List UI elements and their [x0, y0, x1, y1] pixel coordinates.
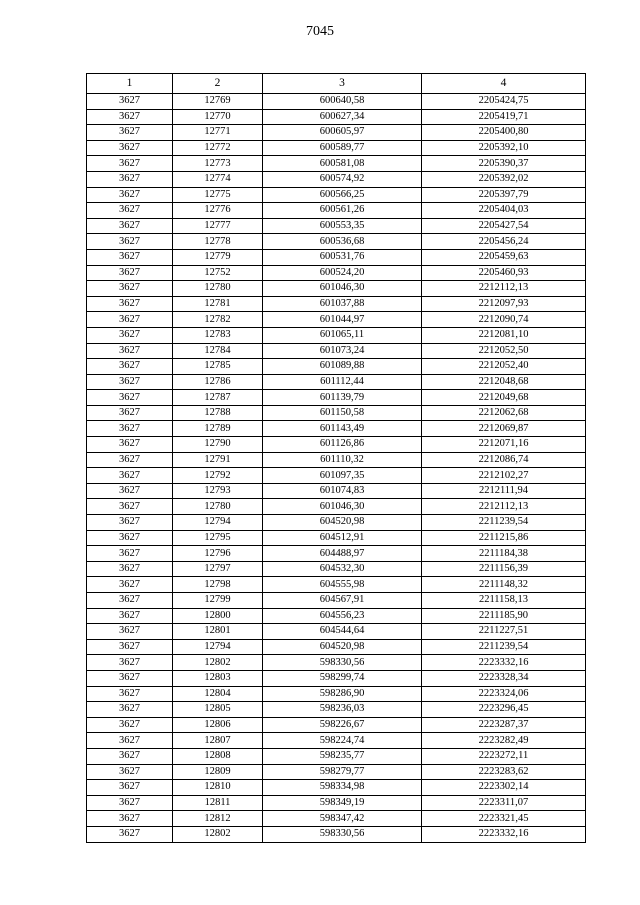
cell-y-coordinate: 2212112,13 — [422, 499, 586, 515]
cell-y-coordinate: 2211158,13 — [422, 593, 586, 609]
cell-x-coordinate: 598330,56 — [263, 826, 422, 842]
cell-x-coordinate: 600524,20 — [263, 265, 422, 281]
cell-y-coordinate: 2211239,54 — [422, 515, 586, 531]
cell-x-coordinate: 598299,74 — [263, 670, 422, 686]
table-row — [87, 577, 586, 593]
cell-object-number: 3627 — [87, 94, 173, 110]
cell-point-number: 12782 — [173, 312, 263, 328]
cell-x-coordinate: 601150,58 — [263, 405, 422, 421]
cell-y-coordinate: 2205404,03 — [422, 203, 586, 219]
cell-point-number: 12771 — [173, 125, 263, 141]
cell-object-number: 3627 — [87, 203, 173, 219]
table-row — [87, 530, 586, 546]
cell-x-coordinate: 600605,97 — [263, 125, 422, 141]
cell-y-coordinate: 2223332,16 — [422, 655, 586, 671]
table-row — [87, 125, 586, 141]
cell-object-number: 3627 — [87, 717, 173, 733]
table-row — [87, 109, 586, 125]
table-row — [87, 546, 586, 562]
cell-object-number: 3627 — [87, 405, 173, 421]
cell-x-coordinate: 604520,98 — [263, 639, 422, 655]
table-row — [87, 359, 586, 375]
cell-x-coordinate: 601073,24 — [263, 343, 422, 359]
cell-y-coordinate: 2211148,32 — [422, 577, 586, 593]
cell-object-number: 3627 — [87, 234, 173, 250]
cell-x-coordinate: 604544,64 — [263, 624, 422, 640]
cell-x-coordinate: 604532,30 — [263, 561, 422, 577]
cell-object-number: 3627 — [87, 483, 173, 499]
cell-point-number: 12772 — [173, 140, 263, 156]
cell-y-coordinate: 2212090,74 — [422, 312, 586, 328]
table-row — [87, 748, 586, 764]
cell-object-number: 3627 — [87, 608, 173, 624]
cell-y-coordinate: 2212048,68 — [422, 374, 586, 390]
cell-object-number: 3627 — [87, 546, 173, 562]
table-row — [87, 405, 586, 421]
table-row — [87, 702, 586, 718]
coordinates-table — [86, 73, 586, 843]
cell-point-number: 12791 — [173, 452, 263, 468]
cell-point-number: 12780 — [173, 499, 263, 515]
table-row — [87, 343, 586, 359]
table-header — [87, 74, 586, 94]
cell-point-number: 12793 — [173, 483, 263, 499]
cell-point-number: 12807 — [173, 733, 263, 749]
cell-object-number: 3627 — [87, 359, 173, 375]
cell-object-number: 3627 — [87, 826, 173, 842]
table-row — [87, 655, 586, 671]
cell-object-number: 3627 — [87, 748, 173, 764]
cell-point-number: 12781 — [173, 296, 263, 312]
cell-point-number: 12774 — [173, 171, 263, 187]
table-row — [87, 140, 586, 156]
cell-point-number: 12789 — [173, 421, 263, 437]
table-row — [87, 327, 586, 343]
cell-object-number: 3627 — [87, 499, 173, 515]
cell-x-coordinate: 600640,58 — [263, 94, 422, 110]
cell-object-number: 3627 — [87, 281, 173, 297]
table-row — [87, 811, 586, 827]
cell-x-coordinate: 598224,74 — [263, 733, 422, 749]
cell-object-number: 3627 — [87, 764, 173, 780]
cell-x-coordinate: 600589,77 — [263, 140, 422, 156]
cell-y-coordinate: 2223321,45 — [422, 811, 586, 827]
cell-object-number: 3627 — [87, 187, 173, 203]
cell-x-coordinate: 600574,92 — [263, 171, 422, 187]
cell-y-coordinate: 2212052,50 — [422, 343, 586, 359]
cell-object-number: 3627 — [87, 249, 173, 265]
cell-x-coordinate: 600627,34 — [263, 109, 422, 125]
cell-x-coordinate: 601110,32 — [263, 452, 422, 468]
cell-x-coordinate: 601074,83 — [263, 483, 422, 499]
cell-y-coordinate: 2205392,10 — [422, 140, 586, 156]
cell-point-number: 12787 — [173, 390, 263, 406]
cell-x-coordinate: 598235,77 — [263, 748, 422, 764]
table-row — [87, 561, 586, 577]
cell-y-coordinate: 2223328,34 — [422, 670, 586, 686]
cell-y-coordinate: 2223283,62 — [422, 764, 586, 780]
cell-point-number: 12796 — [173, 546, 263, 562]
table-row — [87, 390, 586, 406]
cell-y-coordinate: 2205460,93 — [422, 265, 586, 281]
cell-point-number: 12794 — [173, 639, 263, 655]
cell-object-number: 3627 — [87, 795, 173, 811]
cell-object-number: 3627 — [87, 655, 173, 671]
table-row — [87, 780, 586, 796]
table-row — [87, 296, 586, 312]
table-row — [87, 639, 586, 655]
cell-y-coordinate: 2205390,37 — [422, 156, 586, 172]
cell-object-number: 3627 — [87, 171, 173, 187]
cell-y-coordinate: 2205400,80 — [422, 125, 586, 141]
cell-point-number: 12810 — [173, 780, 263, 796]
cell-y-coordinate: 2212097,93 — [422, 296, 586, 312]
cell-object-number: 3627 — [87, 218, 173, 234]
table-row — [87, 452, 586, 468]
table-row — [87, 608, 586, 624]
column-header-2: 2 — [173, 74, 263, 94]
cell-point-number: 12801 — [173, 624, 263, 640]
cell-y-coordinate: 2223287,37 — [422, 717, 586, 733]
cell-x-coordinate: 604556,23 — [263, 608, 422, 624]
cell-object-number: 3627 — [87, 639, 173, 655]
cell-object-number: 3627 — [87, 468, 173, 484]
cell-point-number: 12777 — [173, 218, 263, 234]
table-row — [87, 171, 586, 187]
cell-y-coordinate: 2212112,13 — [422, 281, 586, 297]
cell-object-number: 3627 — [87, 374, 173, 390]
cell-x-coordinate: 600531,76 — [263, 249, 422, 265]
cell-object-number: 3627 — [87, 296, 173, 312]
table-row — [87, 234, 586, 250]
cell-y-coordinate: 2212071,16 — [422, 437, 586, 453]
cell-x-coordinate: 601126,86 — [263, 437, 422, 453]
cell-point-number: 12779 — [173, 249, 263, 265]
cell-point-number: 12775 — [173, 187, 263, 203]
cell-point-number: 12784 — [173, 343, 263, 359]
cell-x-coordinate: 600553,35 — [263, 218, 422, 234]
cell-point-number: 12812 — [173, 811, 263, 827]
cell-y-coordinate: 2223302,14 — [422, 780, 586, 796]
cell-x-coordinate: 604512,91 — [263, 530, 422, 546]
cell-object-number: 3627 — [87, 390, 173, 406]
cell-object-number: 3627 — [87, 125, 173, 141]
cell-object-number: 3627 — [87, 577, 173, 593]
table-row — [87, 187, 586, 203]
cell-x-coordinate: 601139,79 — [263, 390, 422, 406]
cell-object-number: 3627 — [87, 265, 173, 281]
cell-y-coordinate: 2223282,49 — [422, 733, 586, 749]
cell-point-number: 12780 — [173, 281, 263, 297]
cell-point-number: 12773 — [173, 156, 263, 172]
cell-y-coordinate: 2211184,38 — [422, 546, 586, 562]
cell-x-coordinate: 600561,26 — [263, 203, 422, 219]
cell-y-coordinate: 2212102,27 — [422, 468, 586, 484]
cell-y-coordinate: 2211156,39 — [422, 561, 586, 577]
table-row — [87, 593, 586, 609]
cell-y-coordinate: 2223272,11 — [422, 748, 586, 764]
table-row — [87, 421, 586, 437]
cell-point-number: 12811 — [173, 795, 263, 811]
cell-y-coordinate: 2223324,06 — [422, 686, 586, 702]
table-row — [87, 795, 586, 811]
table-row — [87, 265, 586, 281]
cell-point-number: 12776 — [173, 203, 263, 219]
cell-y-coordinate: 2212086,74 — [422, 452, 586, 468]
cell-x-coordinate: 601089,88 — [263, 359, 422, 375]
cell-object-number: 3627 — [87, 327, 173, 343]
table-row — [87, 249, 586, 265]
column-header-4: 4 — [422, 74, 586, 94]
cell-point-number: 12797 — [173, 561, 263, 577]
cell-x-coordinate: 598226,67 — [263, 717, 422, 733]
cell-point-number: 12800 — [173, 608, 263, 624]
table-row — [87, 717, 586, 733]
cell-x-coordinate: 598279,77 — [263, 764, 422, 780]
cell-y-coordinate: 2212052,40 — [422, 359, 586, 375]
table-row — [87, 218, 586, 234]
cell-object-number: 3627 — [87, 156, 173, 172]
cell-y-coordinate: 2223332,16 — [422, 826, 586, 842]
cell-y-coordinate: 2205419,71 — [422, 109, 586, 125]
cell-y-coordinate: 2211227,51 — [422, 624, 586, 640]
cell-point-number: 12804 — [173, 686, 263, 702]
cell-x-coordinate: 604520,98 — [263, 515, 422, 531]
cell-x-coordinate: 601097,35 — [263, 468, 422, 484]
cell-object-number: 3627 — [87, 530, 173, 546]
cell-point-number: 12798 — [173, 577, 263, 593]
cell-y-coordinate: 2212111,94 — [422, 483, 586, 499]
cell-point-number: 12802 — [173, 655, 263, 671]
cell-y-coordinate: 2205392,02 — [422, 171, 586, 187]
cell-x-coordinate: 604567,91 — [263, 593, 422, 609]
cell-point-number: 12808 — [173, 748, 263, 764]
cell-point-number: 12794 — [173, 515, 263, 531]
cell-y-coordinate: 2211239,54 — [422, 639, 586, 655]
cell-x-coordinate: 600536,68 — [263, 234, 422, 250]
table-row — [87, 826, 586, 842]
cell-point-number: 12770 — [173, 109, 263, 125]
cell-object-number: 3627 — [87, 343, 173, 359]
page-number: 7045 — [306, 24, 334, 39]
cell-y-coordinate: 2223311,07 — [422, 795, 586, 811]
table-row — [87, 670, 586, 686]
cell-object-number: 3627 — [87, 437, 173, 453]
table-row — [87, 281, 586, 297]
cell-y-coordinate: 2205424,75 — [422, 94, 586, 110]
cell-object-number: 3627 — [87, 670, 173, 686]
cell-y-coordinate: 2212081,10 — [422, 327, 586, 343]
cell-x-coordinate: 598334,98 — [263, 780, 422, 796]
cell-x-coordinate: 601046,30 — [263, 499, 422, 515]
cell-y-coordinate: 2205427,54 — [422, 218, 586, 234]
cell-point-number: 12795 — [173, 530, 263, 546]
cell-x-coordinate: 598236,03 — [263, 702, 422, 718]
cell-point-number: 12803 — [173, 670, 263, 686]
cell-x-coordinate: 601143,49 — [263, 421, 422, 437]
table-row — [87, 203, 586, 219]
cell-point-number: 12799 — [173, 593, 263, 609]
table-row — [87, 374, 586, 390]
cell-x-coordinate: 601046,30 — [263, 281, 422, 297]
cell-y-coordinate: 2223296,45 — [422, 702, 586, 718]
cell-y-coordinate: 2205459,63 — [422, 249, 586, 265]
table-row — [87, 499, 586, 515]
cell-object-number: 3627 — [87, 515, 173, 531]
cell-y-coordinate: 2212062,68 — [422, 405, 586, 421]
table-row — [87, 515, 586, 531]
cell-object-number: 3627 — [87, 312, 173, 328]
cell-y-coordinate: 2205456,24 — [422, 234, 586, 250]
cell-object-number: 3627 — [87, 702, 173, 718]
cell-point-number: 12785 — [173, 359, 263, 375]
column-header-1: 1 — [87, 74, 173, 94]
table-row — [87, 764, 586, 780]
table-row — [87, 468, 586, 484]
cell-x-coordinate: 601044,97 — [263, 312, 422, 328]
cell-object-number: 3627 — [87, 452, 173, 468]
cell-point-number: 12786 — [173, 374, 263, 390]
cell-x-coordinate: 601065,11 — [263, 327, 422, 343]
cell-x-coordinate: 598330,56 — [263, 655, 422, 671]
cell-x-coordinate: 601037,88 — [263, 296, 422, 312]
table-row — [87, 437, 586, 453]
cell-y-coordinate: 2212069,87 — [422, 421, 586, 437]
cell-object-number: 3627 — [87, 780, 173, 796]
cell-x-coordinate: 598349,19 — [263, 795, 422, 811]
cell-point-number: 12806 — [173, 717, 263, 733]
cell-x-coordinate: 598286,90 — [263, 686, 422, 702]
cell-object-number: 3627 — [87, 733, 173, 749]
cell-object-number: 3627 — [87, 109, 173, 125]
cell-point-number: 12769 — [173, 94, 263, 110]
table-row — [87, 312, 586, 328]
cell-y-coordinate: 2212049,68 — [422, 390, 586, 406]
table-row — [87, 483, 586, 499]
cell-point-number: 12802 — [173, 826, 263, 842]
column-header-3: 3 — [263, 74, 422, 94]
cell-y-coordinate: 2205397,79 — [422, 187, 586, 203]
cell-x-coordinate: 600581,08 — [263, 156, 422, 172]
cell-point-number: 12778 — [173, 234, 263, 250]
cell-object-number: 3627 — [87, 561, 173, 577]
cell-x-coordinate: 598347,42 — [263, 811, 422, 827]
cell-object-number: 3627 — [87, 593, 173, 609]
cell-object-number: 3627 — [87, 421, 173, 437]
cell-object-number: 3627 — [87, 624, 173, 640]
cell-object-number: 3627 — [87, 811, 173, 827]
table-row — [87, 624, 586, 640]
cell-point-number: 12805 — [173, 702, 263, 718]
cell-point-number: 12792 — [173, 468, 263, 484]
table-row — [87, 94, 586, 110]
cell-point-number: 12809 — [173, 764, 263, 780]
cell-object-number: 3627 — [87, 140, 173, 156]
table-row — [87, 156, 586, 172]
cell-point-number: 12752 — [173, 265, 263, 281]
cell-x-coordinate: 604555,98 — [263, 577, 422, 593]
table-row — [87, 733, 586, 749]
cell-x-coordinate: 601112,44 — [263, 374, 422, 390]
cell-point-number: 12790 — [173, 437, 263, 453]
cell-point-number: 12788 — [173, 405, 263, 421]
cell-x-coordinate: 600566,25 — [263, 187, 422, 203]
header-row — [87, 74, 586, 94]
cell-point-number: 12783 — [173, 327, 263, 343]
table-body — [87, 94, 586, 843]
cell-y-coordinate: 2211185,90 — [422, 608, 586, 624]
cell-y-coordinate: 2211215,86 — [422, 530, 586, 546]
cell-x-coordinate: 604488,97 — [263, 546, 422, 562]
table-row — [87, 686, 586, 702]
cell-object-number: 3627 — [87, 686, 173, 702]
